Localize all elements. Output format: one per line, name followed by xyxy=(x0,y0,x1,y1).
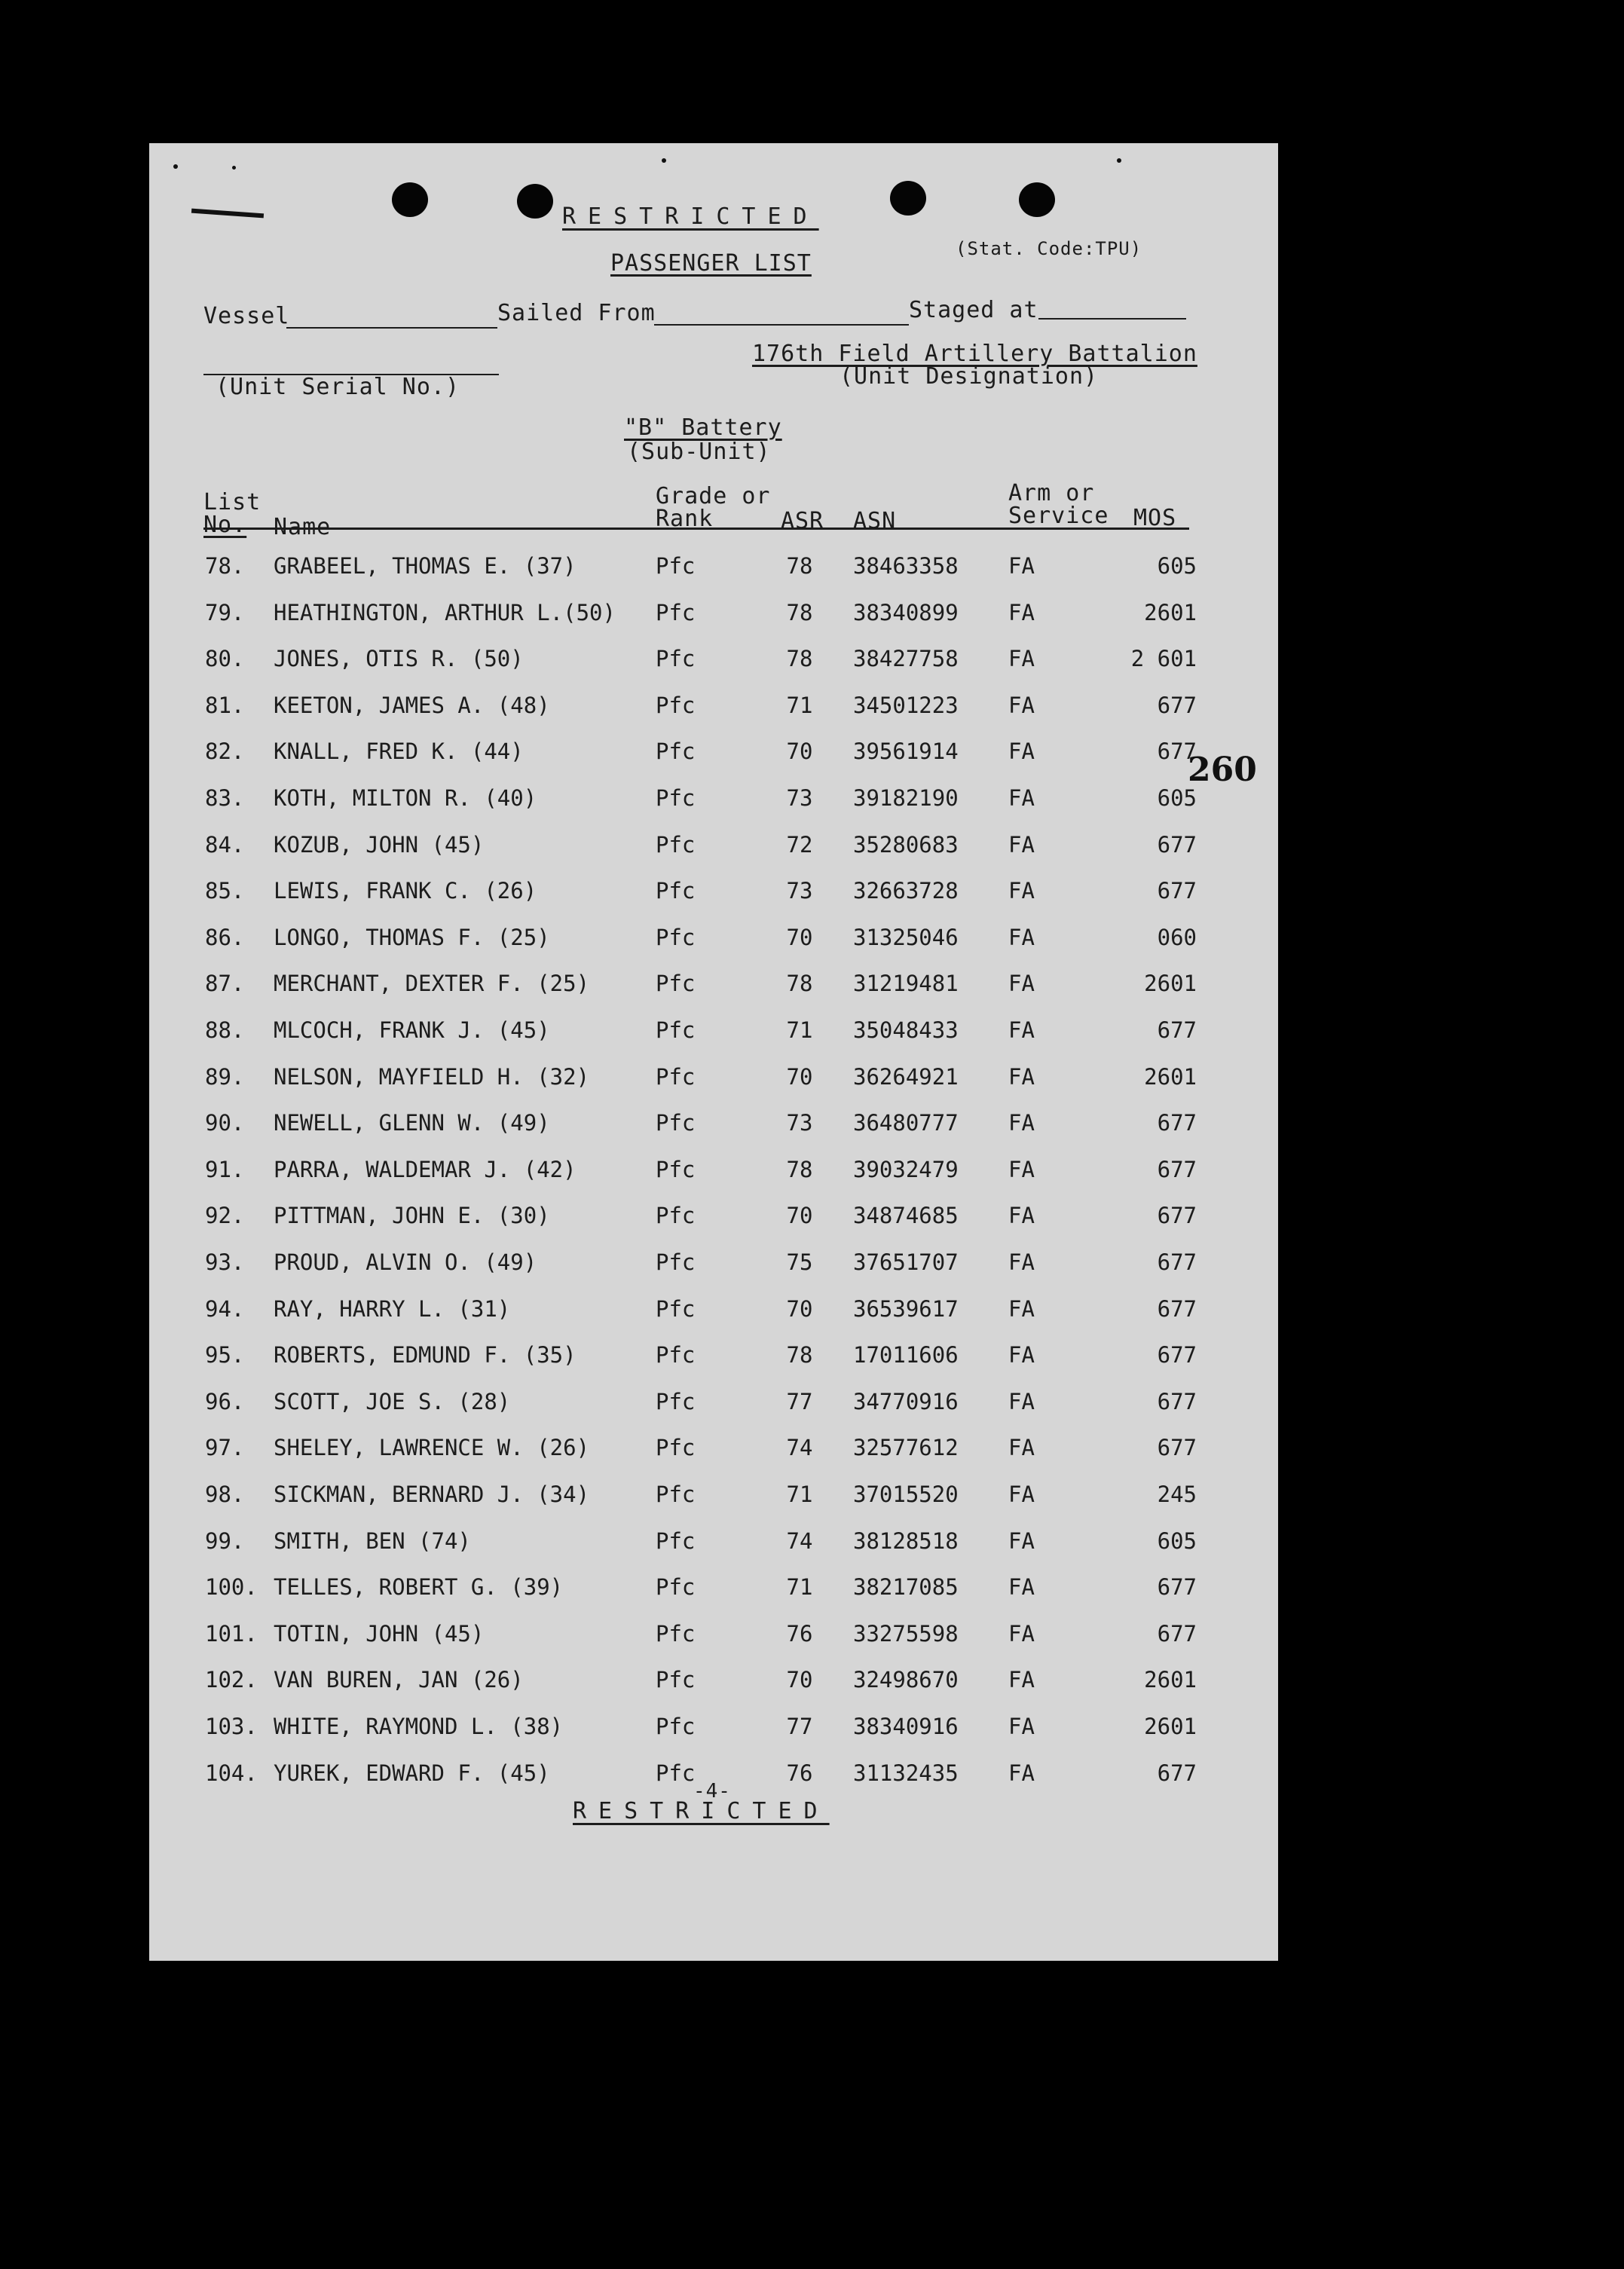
cell-asr: 78 xyxy=(786,1156,813,1182)
table-row xyxy=(149,1017,1278,1064)
cell-name: NELSON, MAYFIELD H. (32) xyxy=(274,1063,590,1090)
cell-name: SCOTT, JOE S. (28) xyxy=(274,1388,511,1414)
cell-name: SICKMAN, BERNARD J. (34) xyxy=(274,1482,590,1507)
cell-arm: FA xyxy=(1008,1249,1035,1275)
cell-asr: 78 xyxy=(786,1342,813,1368)
cell-mos: 677 xyxy=(1157,1249,1197,1275)
cell-list-no: 85. xyxy=(205,878,245,904)
cell-asn: 35048433 xyxy=(853,1017,959,1043)
table-row xyxy=(149,738,1278,785)
cell-arm: FA xyxy=(1008,1063,1035,1090)
cell-arm: FA xyxy=(1008,1714,1035,1739)
cell-asr: 75 xyxy=(786,1249,813,1275)
cell-asr: 73 xyxy=(786,785,813,811)
cell-name: HEATHINGTON, ARTHUR L.(50) xyxy=(274,599,616,625)
cell-asn: 17011606 xyxy=(853,1342,959,1368)
cell-list-no: 88. xyxy=(205,1017,245,1043)
cell-mos: 605 xyxy=(1157,1527,1197,1554)
cell-asr: 77 xyxy=(786,1714,813,1739)
cell-list-no: 79. xyxy=(205,599,245,625)
cell-list-no: 86. xyxy=(205,924,245,950)
sub-unit-caption: (Sub-Unit) xyxy=(627,439,771,465)
cell-name: PARRA, WALDEMAR J. (42) xyxy=(274,1156,577,1182)
cell-asr: 78 xyxy=(786,971,813,997)
cell-grade: Pfc xyxy=(656,924,696,950)
cell-list-no: 101. xyxy=(205,1620,258,1647)
cell-mos: 060 xyxy=(1157,924,1197,950)
cell-grade: Pfc xyxy=(656,1527,696,1554)
table-row xyxy=(149,1621,1278,1668)
cell-arm: FA xyxy=(1008,785,1035,811)
col-asn: ASN xyxy=(853,508,897,534)
cell-mos: 677 xyxy=(1157,1620,1197,1647)
cell-arm: FA xyxy=(1008,1482,1035,1507)
cell-asn: 36264921 xyxy=(853,1063,959,1090)
cell-list-no: 91. xyxy=(205,1156,245,1182)
cell-grade: Pfc xyxy=(656,1667,696,1693)
cell-asn: 38463358 xyxy=(853,553,959,579)
table-row xyxy=(149,1249,1278,1296)
cell-grade: Pfc xyxy=(656,1017,696,1043)
cell-asn: 38128518 xyxy=(853,1527,959,1554)
cell-name: KOTH, MILTON R. (40) xyxy=(274,785,537,811)
table-row xyxy=(149,971,1278,1017)
cell-list-no: 99. xyxy=(205,1527,245,1554)
cell-list-no: 95. xyxy=(205,1342,245,1368)
cell-grade: Pfc xyxy=(656,692,696,718)
cell-asr: 73 xyxy=(786,1110,813,1136)
col-grade: Grade or Rank xyxy=(656,483,771,532)
cell-asn: 32498670 xyxy=(853,1667,959,1693)
cell-asr: 76 xyxy=(786,1620,813,1647)
cell-mos: 605 xyxy=(1157,785,1197,811)
cell-name: TELLES, ROBERT G. (39) xyxy=(274,1574,564,1601)
cell-grade: Pfc xyxy=(656,878,696,904)
cell-asn: 38340899 xyxy=(853,599,959,625)
cell-arm: FA xyxy=(1008,1667,1035,1693)
cell-arm: FA xyxy=(1008,692,1035,718)
cell-list-no: 102. xyxy=(205,1667,258,1693)
cell-asr: 78 xyxy=(786,599,813,625)
cell-arm: FA xyxy=(1008,878,1035,904)
cell-list-no: 103. xyxy=(205,1714,258,1739)
cell-asr: 70 xyxy=(786,1203,813,1229)
cell-asr: 70 xyxy=(786,738,813,765)
cell-list-no: 84. xyxy=(205,831,245,858)
cell-asn: 38427758 xyxy=(853,646,959,672)
cell-list-no: 93. xyxy=(205,1249,245,1275)
cell-arm: FA xyxy=(1008,831,1035,858)
cell-name: LONGO, THOMAS F. (25) xyxy=(274,924,550,950)
table-row xyxy=(149,1110,1278,1157)
cell-arm: FA xyxy=(1008,1435,1035,1461)
classification-bottom: RESTRICTED xyxy=(573,1798,830,1824)
cell-asn: 33275598 xyxy=(853,1620,959,1647)
cell-asn: 31219481 xyxy=(853,971,959,997)
cell-name: WHITE, RAYMOND L. (38) xyxy=(274,1714,564,1739)
cell-list-no: 78. xyxy=(205,553,245,579)
cell-asn: 32663728 xyxy=(853,878,959,904)
cell-arm: FA xyxy=(1008,553,1035,579)
cell-list-no: 81. xyxy=(205,692,245,718)
cell-list-no: 87. xyxy=(205,971,245,997)
cell-asn: 31325046 xyxy=(853,924,959,950)
cell-asn: 38217085 xyxy=(853,1574,959,1601)
speck xyxy=(232,166,236,170)
cell-list-no: 90. xyxy=(205,1110,245,1136)
cell-name: RAY, HARRY L. (31) xyxy=(274,1295,511,1322)
cell-asr: 70 xyxy=(786,1295,813,1322)
cell-mos: 2 601 xyxy=(1130,646,1197,672)
cell-mos: 677 xyxy=(1157,1017,1197,1043)
cell-arm: FA xyxy=(1008,1342,1035,1368)
cell-arm: FA xyxy=(1008,1295,1035,1322)
cell-mos: 605 xyxy=(1157,553,1197,579)
cell-name: SHELEY, LAWRENCE W. (26) xyxy=(274,1435,590,1461)
cell-mos: 2601 xyxy=(1144,1063,1197,1090)
cell-grade: Pfc xyxy=(656,971,696,997)
cell-asr: 74 xyxy=(786,1435,813,1461)
cell-grade: Pfc xyxy=(656,1295,696,1322)
cell-mos: 677 xyxy=(1157,1342,1197,1368)
table-row xyxy=(149,1482,1278,1528)
cell-grade: Pfc xyxy=(656,738,696,765)
cell-name: PROUD, ALVIN O. (49) xyxy=(274,1249,537,1275)
cell-asr: 71 xyxy=(786,692,813,718)
punch-hole xyxy=(517,184,553,219)
cell-name: LEWIS, FRANK C. (26) xyxy=(274,878,537,904)
cell-list-no: 83. xyxy=(205,785,245,811)
cell-list-no: 104. xyxy=(205,1760,258,1786)
cell-grade: Pfc xyxy=(656,1482,696,1507)
cell-asn: 35280683 xyxy=(853,831,959,858)
cell-asn: 39182190 xyxy=(853,785,959,811)
cell-list-no: 89. xyxy=(205,1063,245,1090)
cell-list-no: 92. xyxy=(205,1203,245,1229)
cell-arm: FA xyxy=(1008,1110,1035,1136)
cell-asn: 32577612 xyxy=(853,1435,959,1461)
table-row xyxy=(149,1157,1278,1203)
cell-name: TOTIN, JOHN (45) xyxy=(274,1620,485,1647)
cell-asr: 72 xyxy=(786,831,813,858)
classification-top: RESTRICTED xyxy=(562,203,819,230)
table-row xyxy=(149,1296,1278,1343)
cell-mos: 2601 xyxy=(1144,1667,1197,1693)
staged-at-blank xyxy=(1038,318,1186,320)
pen-mark xyxy=(191,209,264,219)
table-row xyxy=(149,1667,1278,1714)
unit-designation-caption: (Unit Designation) xyxy=(840,363,1099,390)
speck xyxy=(662,158,666,163)
cell-asr: 70 xyxy=(786,924,813,950)
cell-asr: 76 xyxy=(786,1760,813,1786)
cell-asn: 37015520 xyxy=(853,1482,959,1507)
cell-asn: 37651707 xyxy=(853,1249,959,1275)
cell-grade: Pfc xyxy=(656,553,696,579)
cell-name: MERCHANT, DEXTER F. (25) xyxy=(274,971,590,997)
cell-grade: Pfc xyxy=(656,1203,696,1229)
cell-mos: 245 xyxy=(1157,1482,1197,1507)
col-mos: MOS xyxy=(1133,505,1177,531)
cell-mos: 2601 xyxy=(1144,971,1197,997)
cell-mos: 677 xyxy=(1157,692,1197,718)
cell-asn: 34501223 xyxy=(853,692,959,718)
table-row xyxy=(149,925,1278,971)
passenger-list-page xyxy=(149,143,1278,1961)
cell-asr: 71 xyxy=(786,1017,813,1043)
col-list-no: List No. xyxy=(203,489,261,538)
table-row xyxy=(149,878,1278,925)
staged-at-label: Staged at xyxy=(909,297,1038,323)
cell-grade: Pfc xyxy=(656,1760,696,1786)
cell-list-no: 94. xyxy=(205,1295,245,1322)
cell-list-no: 100. xyxy=(205,1574,258,1601)
cell-grade: Pfc xyxy=(656,831,696,858)
table-row xyxy=(149,646,1278,693)
page-title: PASSENGER LIST xyxy=(610,250,812,277)
sub-unit: "B" Battery xyxy=(624,414,782,441)
cell-name: JONES, OTIS R. (50) xyxy=(274,646,524,672)
cell-arm: FA xyxy=(1008,971,1035,997)
table-row xyxy=(149,1574,1278,1621)
cell-name: KEETON, JAMES A. (48) xyxy=(274,692,550,718)
cell-mos: 677 xyxy=(1157,1435,1197,1461)
vessel-blank xyxy=(286,327,497,329)
speck xyxy=(1117,158,1121,163)
table-row xyxy=(149,553,1278,600)
table-row xyxy=(149,832,1278,879)
cell-name: MLCOCH, FRANK J. (45) xyxy=(274,1017,550,1043)
table-row xyxy=(149,1714,1278,1760)
cell-name: GRABEEL, THOMAS E. (37) xyxy=(274,553,577,579)
sailed-from-blank xyxy=(654,324,909,326)
table-row xyxy=(149,693,1278,739)
col-arm: Arm or Service xyxy=(1008,480,1109,529)
col-name: Name xyxy=(274,514,332,540)
cell-name: NEWELL, GLENN W. (49) xyxy=(274,1110,550,1136)
cell-mos: 677 xyxy=(1157,1295,1197,1322)
cell-grade: Pfc xyxy=(656,1110,696,1136)
cell-arm: FA xyxy=(1008,1017,1035,1043)
cell-arm: FA xyxy=(1008,1203,1035,1229)
cell-mos: 2601 xyxy=(1144,1714,1197,1739)
cell-mos: 677 xyxy=(1157,738,1197,765)
cell-grade: Pfc xyxy=(656,1249,696,1275)
punch-hole xyxy=(392,182,428,217)
table-row xyxy=(149,600,1278,647)
cell-asr: 70 xyxy=(786,1667,813,1693)
cell-arm: FA xyxy=(1008,1527,1035,1554)
cell-asn: 34770916 xyxy=(853,1388,959,1414)
cell-arm: FA xyxy=(1008,1574,1035,1601)
cell-mos: 677 xyxy=(1157,1388,1197,1414)
cell-arm: FA xyxy=(1008,1388,1035,1414)
cell-mos: 2601 xyxy=(1144,599,1197,625)
sailed-from-label: Sailed From xyxy=(497,300,656,326)
cell-mos: 677 xyxy=(1157,831,1197,858)
unit-designation: 176th Field Artillery Battalion xyxy=(752,341,1197,367)
cell-mos: 677 xyxy=(1157,878,1197,904)
cell-asn: 38340916 xyxy=(853,1714,959,1739)
table-row xyxy=(149,1528,1278,1575)
cell-grade: Pfc xyxy=(656,1156,696,1182)
cell-name: PITTMAN, JOHN E. (30) xyxy=(274,1203,550,1229)
header-rule xyxy=(203,527,1189,530)
cell-asn: 36480777 xyxy=(853,1110,959,1136)
cell-asr: 78 xyxy=(786,646,813,672)
speck xyxy=(173,164,178,169)
cell-mos: 677 xyxy=(1157,1156,1197,1182)
cell-asr: 70 xyxy=(786,1063,813,1090)
table-row xyxy=(149,1064,1278,1111)
page-number: -4- xyxy=(693,1780,731,1803)
cell-name: KNALL, FRED K. (44) xyxy=(274,738,524,765)
cell-asn: 36539617 xyxy=(853,1295,959,1322)
cell-grade: Pfc xyxy=(656,1388,696,1414)
cell-list-no: 97. xyxy=(205,1435,245,1461)
cell-grade: Pfc xyxy=(656,646,696,672)
col-asr: ASR xyxy=(781,508,824,534)
table-row xyxy=(149,1203,1278,1249)
table-row xyxy=(149,1342,1278,1389)
cell-mos: 677 xyxy=(1157,1203,1197,1229)
page-stamp-number: 260 xyxy=(1188,751,1257,789)
punch-hole xyxy=(890,181,926,216)
cell-name: SMITH, BEN (74) xyxy=(274,1527,471,1554)
cell-grade: Pfc xyxy=(656,1714,696,1739)
cell-arm: FA xyxy=(1008,1620,1035,1647)
cell-arm: FA xyxy=(1008,1760,1035,1786)
cell-asr: 73 xyxy=(786,878,813,904)
cell-name: KOZUB, JOHN (45) xyxy=(274,831,485,858)
cell-list-no: 82. xyxy=(205,738,245,765)
cell-asn: 31132435 xyxy=(853,1760,959,1786)
cell-grade: Pfc xyxy=(656,785,696,811)
vessel-label: Vessel xyxy=(203,303,290,329)
cell-list-no: 98. xyxy=(205,1482,245,1507)
cell-grade: Pfc xyxy=(656,599,696,625)
cell-name: YUREK, EDWARD F. (45) xyxy=(274,1760,550,1786)
punch-hole xyxy=(1019,182,1055,217)
cell-arm: FA xyxy=(1008,738,1035,765)
table-row xyxy=(149,785,1278,832)
cell-grade: Pfc xyxy=(656,1620,696,1647)
cell-asr: 78 xyxy=(786,553,813,579)
cell-arm: FA xyxy=(1008,1156,1035,1182)
cell-asr: 71 xyxy=(786,1574,813,1601)
cell-list-no: 80. xyxy=(205,646,245,672)
cell-asr: 71 xyxy=(786,1482,813,1507)
cell-grade: Pfc xyxy=(656,1435,696,1461)
table-row xyxy=(149,1389,1278,1436)
cell-arm: FA xyxy=(1008,924,1035,950)
unit-serial-caption: (Unit Serial No.) xyxy=(216,374,460,400)
cell-arm: FA xyxy=(1008,646,1035,672)
cell-grade: Pfc xyxy=(656,1574,696,1601)
cell-arm: FA xyxy=(1008,599,1035,625)
cell-asr: 77 xyxy=(786,1388,813,1414)
table-row xyxy=(149,1435,1278,1482)
cell-grade: Pfc xyxy=(656,1063,696,1090)
cell-mos: 677 xyxy=(1157,1760,1197,1786)
cell-asn: 39561914 xyxy=(853,738,959,765)
cell-grade: Pfc xyxy=(656,1342,696,1368)
cell-list-no: 96. xyxy=(205,1388,245,1414)
cell-asn: 39032479 xyxy=(853,1156,959,1182)
cell-name: VAN BUREN, JAN (26) xyxy=(274,1667,524,1693)
cell-asr: 74 xyxy=(786,1527,813,1554)
cell-mos: 677 xyxy=(1157,1110,1197,1136)
cell-name: ROBERTS, EDMUND F. (35) xyxy=(274,1342,577,1368)
stat-code: (Stat. Code:TPU) xyxy=(956,238,1142,259)
cell-asn: 34874685 xyxy=(853,1203,959,1229)
cell-mos: 677 xyxy=(1157,1574,1197,1601)
